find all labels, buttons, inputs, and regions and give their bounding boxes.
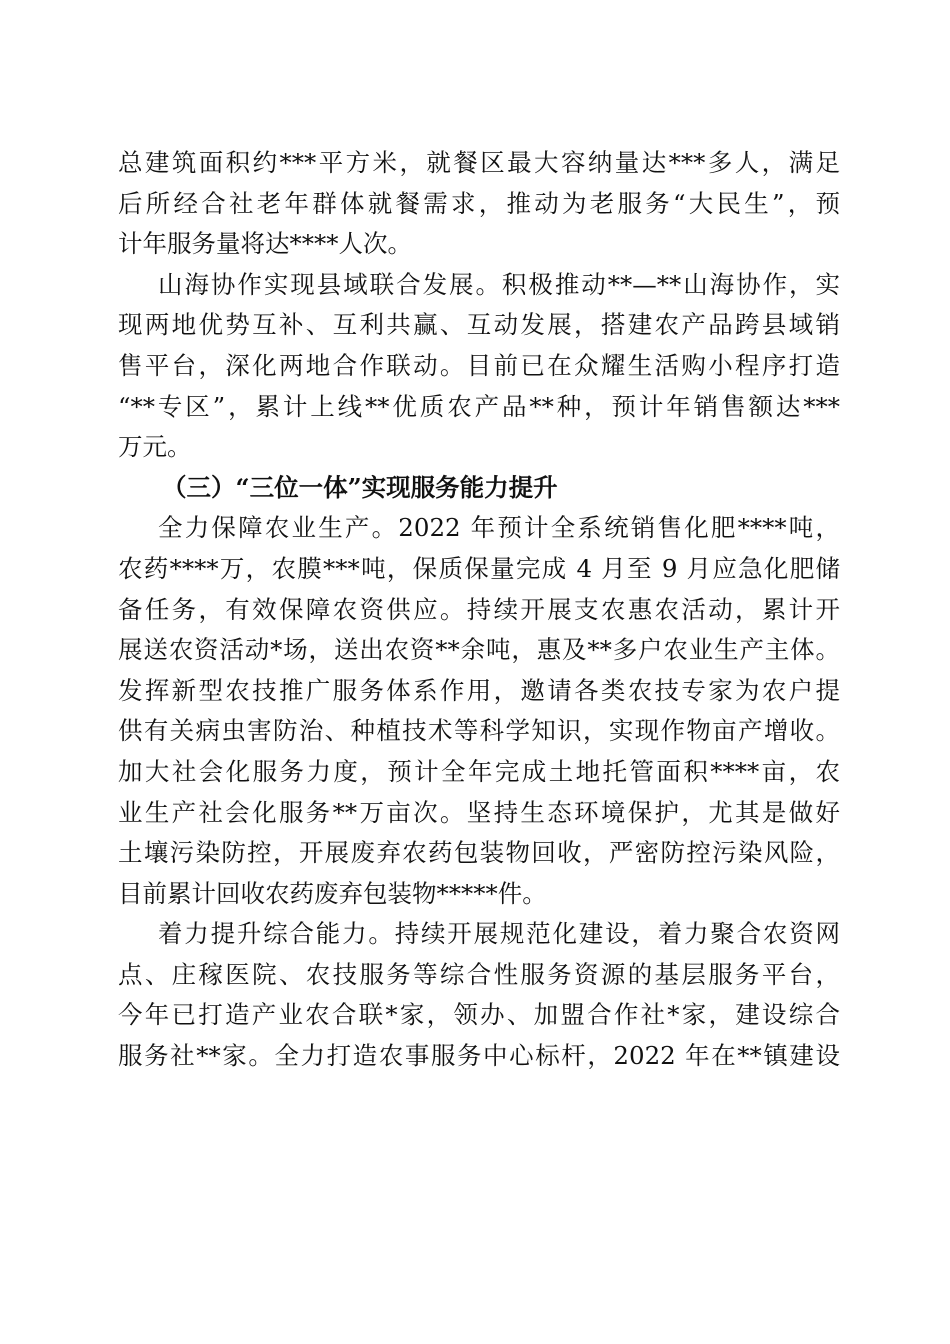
text-line: 后所经合社老年群体就餐需求，推动为老服务“大民生”，预 (118, 188, 840, 218)
paragraph-first-line: 着力提升综合能力。持续开展规范化建设，着力聚合农资网 (158, 919, 840, 949)
text-line: “**专区”，累计上线**优质农产品**种，预计年销售额达*** (118, 391, 840, 421)
text-line: 展送农资活动*场，送出农资**余吨，惠及**多户农业生产主体。 (118, 635, 840, 665)
text-line: 万元。 (118, 432, 192, 462)
text-line: 点、庄稼医院、农技服务等综合性服务资源的基层服务平台， (118, 959, 840, 989)
text-line: 业生产社会化服务**万亩次。坚持生态环境保护，尤其是做好 (118, 797, 840, 827)
text-line: 现两地优势互补、互利共赢、互动发展，搭建农产品跨县域销 (118, 310, 840, 340)
text-line: 农药****万，农膜***吨，保质保量完成 4 月至 9 月应急化肥储 (118, 553, 840, 583)
section-heading: （三）“三位一体”实现服务能力提升 (162, 472, 558, 502)
document-body (118, 143, 840, 1077)
paragraph-first-line: 山海协作实现县域联合发展。积极推动**—**山海协作，实 (158, 269, 840, 299)
text-line: 总建筑面积约***平方米，就餐区最大容纳量达***多人，满足 (118, 148, 840, 177)
text-line: 目前累计回收农药废弃包装物*****件。 (118, 878, 547, 908)
text-line: 发挥新型农技推广服务体系作用，邀请各类农技专家为农户提 (118, 675, 840, 705)
text-line: 计年服务量将达****人次。 (118, 229, 412, 259)
text-line: 服务社**家。全力打造农事服务中心标杆，2022 年在**镇建设 (118, 1041, 840, 1071)
text-line: 今年已打造产业农合联*家，领办、加盟合作社*家，建设综合 (118, 1000, 840, 1030)
text-line: 加大社会化服务力度，预计全年完成土地托管面积****亩，农 (118, 756, 840, 786)
paragraph-first-line: 全力保障农业生产。2022 年预计全系统销售化肥****吨， (158, 513, 840, 543)
text-line: 土壤污染防控，开展废弃农药包装物回收，严密防控污染风险， (118, 838, 840, 868)
text-line: 供有关病虫害防治、种植技术等科学知识，实现作物亩产增收。 (118, 716, 840, 746)
text-line: 备任务，有效保障农资供应。持续开展支农惠农活动，累计开 (118, 594, 840, 624)
text-line: 售平台，深化两地合作联动。目前已在众耀生活购小程序打造 (118, 350, 840, 380)
